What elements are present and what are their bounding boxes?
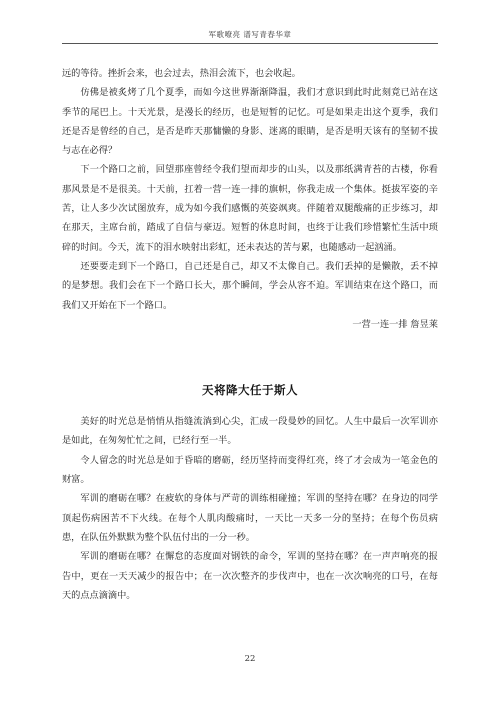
header-rule (62, 43, 438, 44)
article2-paragraph: 美好的时光总是悄悄从指缝流淌到心尖，汇成一段曼妙的回忆。人生中最后一次军训亦是如此，在匆匆忙忙之间，已经行至一半。 (62, 416, 438, 447)
running-header: 军歌嘹亮 谱写青春华章 (208, 30, 292, 39)
article1-byline: 一营一连一排 詹昱莱 (352, 318, 438, 330)
article1-paragraph: 还要要走到下一个路口，自己还是自己，却又不太像自己。我们丢掉的是懒散，丢不掉的是梦想。我们会在下一个路口长大，那个瞬间，学会从容不迫。军训结束在这个路口，而我们又开始在下一个路口。 (62, 260, 438, 311)
article2-title: 天将降大任于斯人 (202, 383, 298, 398)
article2-paragraph: 令人留念的时光总是如于昏暗的磨砺，经历坚持而变得红亮，终了才会成为一笔金色的财富。 (62, 454, 438, 486)
page-content (62, 64, 438, 605)
article1-paragraph: 仿佛是被炙烤了几个夏季，而如今这世界渐渐降温，我们才意识到此时此刻竟已站在这季节的尾巴上。十天光景，是漫长的经历，也是短暂的记忆。可是如果走出这个夏季，我们还是否是曾经的自己，是否是昨天那慵懒的身影、迷离的眼睛，是否是明天该有的坚韧不拔与志在必得？ (62, 87, 438, 157)
article1-paragraph: 远的等待。挫折会来，也会过去，热泪会流下，也会收起。 (62, 68, 301, 79)
article1-paragraph: 下一个路口之前，回望那座曾经令我们望而却步的山头，以及那纸满青苔的古楼，你看那风景是不是很美。十天前，扛着一营一连一排的旗帜，你我走成一个集体。挺拔军姿的辛苦，让人多少次试图放弃，成为如今我们感慨的英姿飒爽。伴随着双腿酸痛的正步练习，却在那天，主席台前，踏成了自信与豪迈。短暂的休息时间，也终于让我们珍惜繁忙生活中琐碎的时间。今天，流下的泪水映射出彩虹，还未表达的苦与累，也随感动一起汹涌。 (62, 164, 438, 253)
article2-paragraph: 军训的磨砺在哪？在懈怠的态度面对钢铁的命令，军训的坚持在哪？在一声声响亮的报告中，更在一天天减少的报告中；在一次次整齐的步伐声中，也在一次次响亮的口号，在每天的点点滴滴中。 (62, 551, 438, 601)
page-number: 22 (244, 654, 256, 664)
article2-paragraph: 军训的磨砺在哪？在疲软的身体与严苛的训练相碰撞；军训的坚持在哪？在身边的同学顶起伤病困苦不下火线。在每个人肌肉酸痛时，一天比一天多一分的坚持；在每个伤员病患，在队伍外默默为整个队伍付出的一分一秒。 (62, 493, 438, 543)
